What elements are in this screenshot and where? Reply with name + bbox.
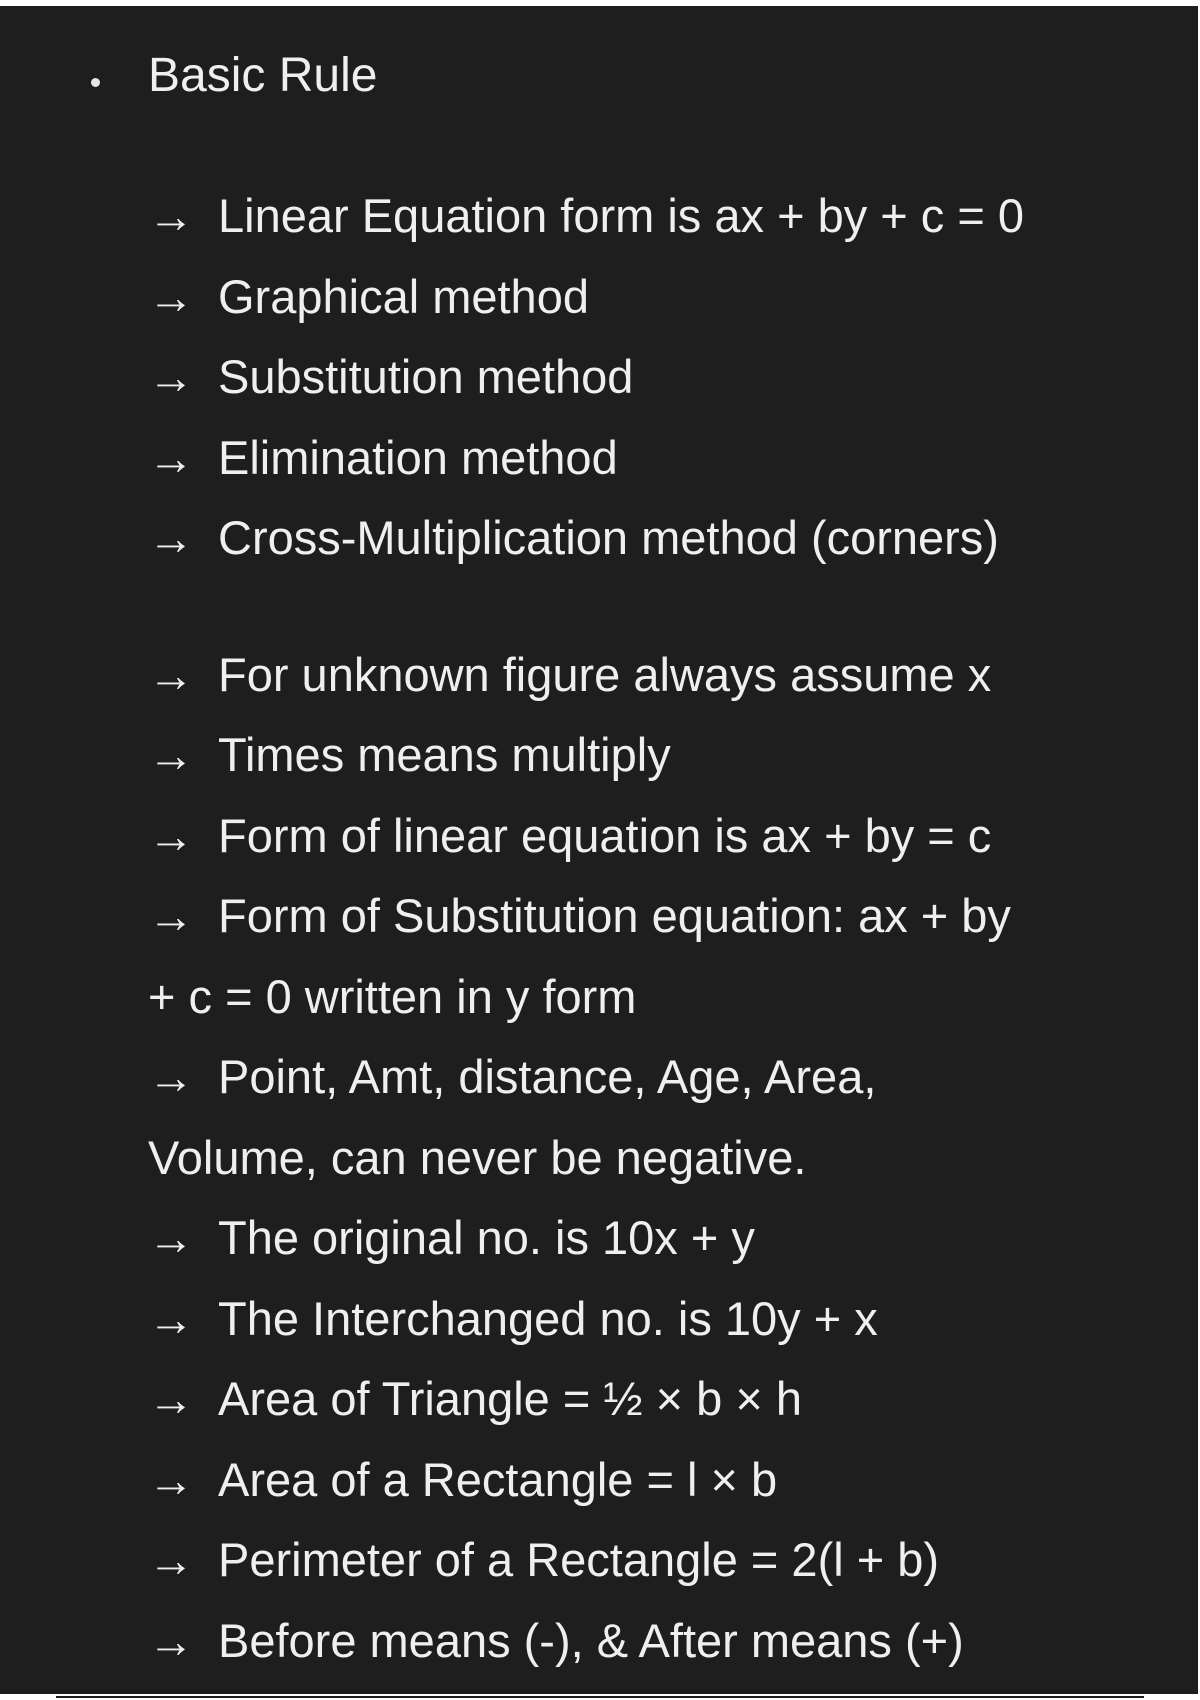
- rule-text: + c = 0 written in y form: [148, 969, 637, 1023]
- rule-text: The original no. is 10x + y: [218, 1211, 755, 1264]
- rule-line: [148, 715, 1148, 796]
- rules-list: [148, 176, 1148, 1681]
- bottom-divider: [56, 1696, 1144, 1698]
- rule-text: Area of a Rectangle = l × b: [218, 1452, 778, 1506]
- arrow-icon: →: [148, 1453, 194, 1506]
- rule-text: The Interchanged no. is 10y + x: [218, 1291, 878, 1345]
- rule-text: Linear Equation form is ax + by + c = 0: [218, 189, 1024, 242]
- section-heading: Basic Rule: [148, 49, 378, 102]
- rule-text: For unknown figure always assume x: [218, 647, 992, 701]
- rule-text: Before means (-), & After means (+): [218, 1613, 964, 1667]
- bullet-icon: [91, 78, 100, 87]
- rule-line: [148, 1520, 1148, 1601]
- rule-continuation: [148, 957, 1148, 1038]
- arrow-icon: →: [148, 1292, 194, 1345]
- rule-text: Cross-Multiplication method (corners): [218, 511, 999, 564]
- arrow-icon: →: [148, 1051, 194, 1103]
- rule-line: [148, 1279, 1148, 1360]
- arrow-icon: →: [148, 512, 194, 564]
- notes-panel: [0, 6, 1198, 1694]
- arrow-icon: →: [148, 351, 194, 403]
- arrow-icon: →: [148, 648, 194, 701]
- arrow-icon: →: [148, 190, 194, 242]
- rule-line: [148, 337, 1148, 418]
- rule-continuation: [148, 1118, 1148, 1199]
- rule-text: Volume, can never be negative.: [148, 1130, 807, 1184]
- arrow-icon: →: [148, 1373, 194, 1425]
- rule-text: Times means multiply: [218, 728, 671, 781]
- arrow-icon: →: [148, 809, 194, 862]
- arrow-icon: →: [148, 1614, 194, 1667]
- rule-line: [148, 498, 1148, 579]
- rule-text: Perimeter of a Rectangle = 2(l + b): [218, 1533, 940, 1586]
- rule-line: [148, 1440, 1148, 1521]
- arrow-icon: →: [148, 1534, 194, 1586]
- rule-text: Form of Substitution equation: ax + by: [218, 889, 1011, 942]
- rule-text: Form of linear equation is ax + by = c: [218, 808, 992, 862]
- rule-line: [148, 1037, 1148, 1118]
- arrow-icon: →: [148, 431, 194, 484]
- rule-text: Area of Triangle = ½ × b × h: [218, 1372, 802, 1425]
- arrow-icon: →: [148, 270, 194, 323]
- rule-text: Elimination method: [218, 430, 618, 484]
- rule-line: [148, 418, 1148, 499]
- rule-line: [148, 1359, 1148, 1440]
- rule-text: Point, Amt, distance, Age, Area,: [218, 1050, 877, 1103]
- arrow-icon: →: [148, 890, 194, 942]
- arrow-icon: →: [148, 1212, 194, 1264]
- rule-line: [148, 176, 1148, 257]
- rule-line: [148, 876, 1148, 957]
- rule-line: [148, 1198, 1148, 1279]
- rule-text: Graphical method: [218, 269, 589, 323]
- rule-line: [148, 796, 1148, 877]
- rule-line: [148, 1601, 1148, 1682]
- rule-text: Substitution method: [218, 350, 634, 403]
- rule-line: [148, 635, 1148, 716]
- rule-line: [148, 257, 1148, 338]
- arrow-icon: →: [148, 729, 194, 781]
